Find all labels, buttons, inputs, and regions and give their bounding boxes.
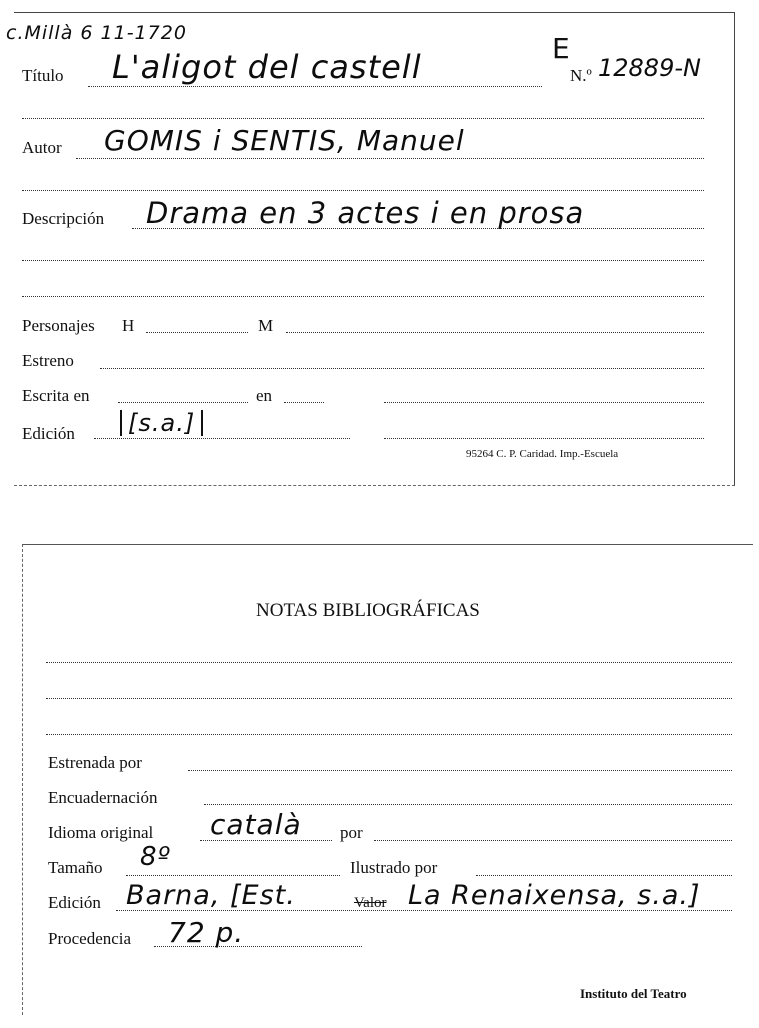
idioma-value: català bbox=[210, 808, 302, 841]
titulo-line bbox=[88, 86, 542, 87]
blank-line bbox=[22, 260, 704, 261]
tamano-line bbox=[126, 875, 340, 876]
idioma-por-label: por bbox=[340, 823, 363, 842]
blank-line bbox=[46, 662, 732, 663]
estrenada-label: Estrenada por bbox=[48, 753, 142, 772]
titulo-value: L'aligot del castell bbox=[112, 48, 422, 86]
number-label: N.º bbox=[570, 66, 592, 85]
personajes-h-label: H bbox=[122, 316, 135, 335]
series-letter: E bbox=[552, 32, 570, 65]
escrita-line bbox=[118, 402, 248, 403]
tamano-label: Tamaño bbox=[48, 858, 103, 877]
escrita-en-line bbox=[284, 402, 324, 403]
procedencia-label: Procedencia bbox=[48, 929, 132, 948]
personajes-label: Personajes bbox=[22, 316, 95, 335]
edicion-back-value-1: Barna, [Est. bbox=[126, 880, 296, 911]
procedencia-value: 72 p. bbox=[168, 916, 245, 949]
number-value: 12889-N bbox=[598, 54, 701, 82]
blank-line bbox=[46, 698, 732, 699]
escrita-en-line bbox=[384, 402, 704, 403]
ilustrado-label: Ilustrado por bbox=[350, 858, 438, 877]
autor-label: Autor bbox=[22, 138, 62, 157]
edicion-line bbox=[94, 438, 350, 439]
tamano-value: 8º bbox=[140, 842, 171, 872]
institution-footer: Instituto del Teatro bbox=[580, 986, 687, 1001]
blank-line bbox=[46, 734, 732, 735]
escrita-en-label: en bbox=[256, 386, 273, 405]
edicion-back-struck: Valor bbox=[354, 895, 387, 911]
descripcion-value: Drama en 3 actes i en prosa bbox=[146, 196, 585, 230]
imprint-text: 95264 C. P. Caridad. Imp.-Escuela bbox=[466, 448, 619, 460]
personajes-m-line bbox=[286, 332, 704, 333]
edicion-back-label: Edición bbox=[48, 893, 101, 912]
edicion-line bbox=[384, 438, 704, 439]
edicion-label: Edición bbox=[22, 424, 75, 443]
autor-line bbox=[76, 158, 704, 159]
blank-line bbox=[22, 190, 704, 191]
escrita-label: Escrita en bbox=[22, 386, 90, 405]
descripcion-label: Descripción bbox=[22, 209, 105, 228]
personajes-h-line bbox=[146, 332, 248, 333]
ilustrado-line bbox=[476, 875, 732, 876]
encuadernacion-label: Encuadernación bbox=[48, 788, 158, 807]
idioma-label: Idioma original bbox=[48, 823, 154, 842]
personajes-m-label: M bbox=[258, 316, 274, 335]
notas-heading: NOTAS BIBLIOGRÁFICAS bbox=[256, 600, 480, 621]
corner-note: c.Millà 6 11-1720 bbox=[6, 22, 187, 44]
edicion-back-value-2: La Renaixensa, s.a.] bbox=[408, 880, 701, 911]
edicion-value: [s.a.] bbox=[120, 410, 203, 436]
idioma-por-line bbox=[374, 840, 732, 841]
titulo-label: Título bbox=[22, 66, 64, 85]
blank-line bbox=[22, 296, 704, 297]
encuadernacion-line bbox=[204, 804, 732, 805]
autor-value: GOMIS i SENTIS, Manuel bbox=[104, 124, 465, 157]
estreno-label: Estreno bbox=[22, 351, 74, 370]
estrenada-line bbox=[188, 770, 732, 771]
estreno-line bbox=[100, 368, 704, 369]
blank-line bbox=[22, 118, 704, 119]
